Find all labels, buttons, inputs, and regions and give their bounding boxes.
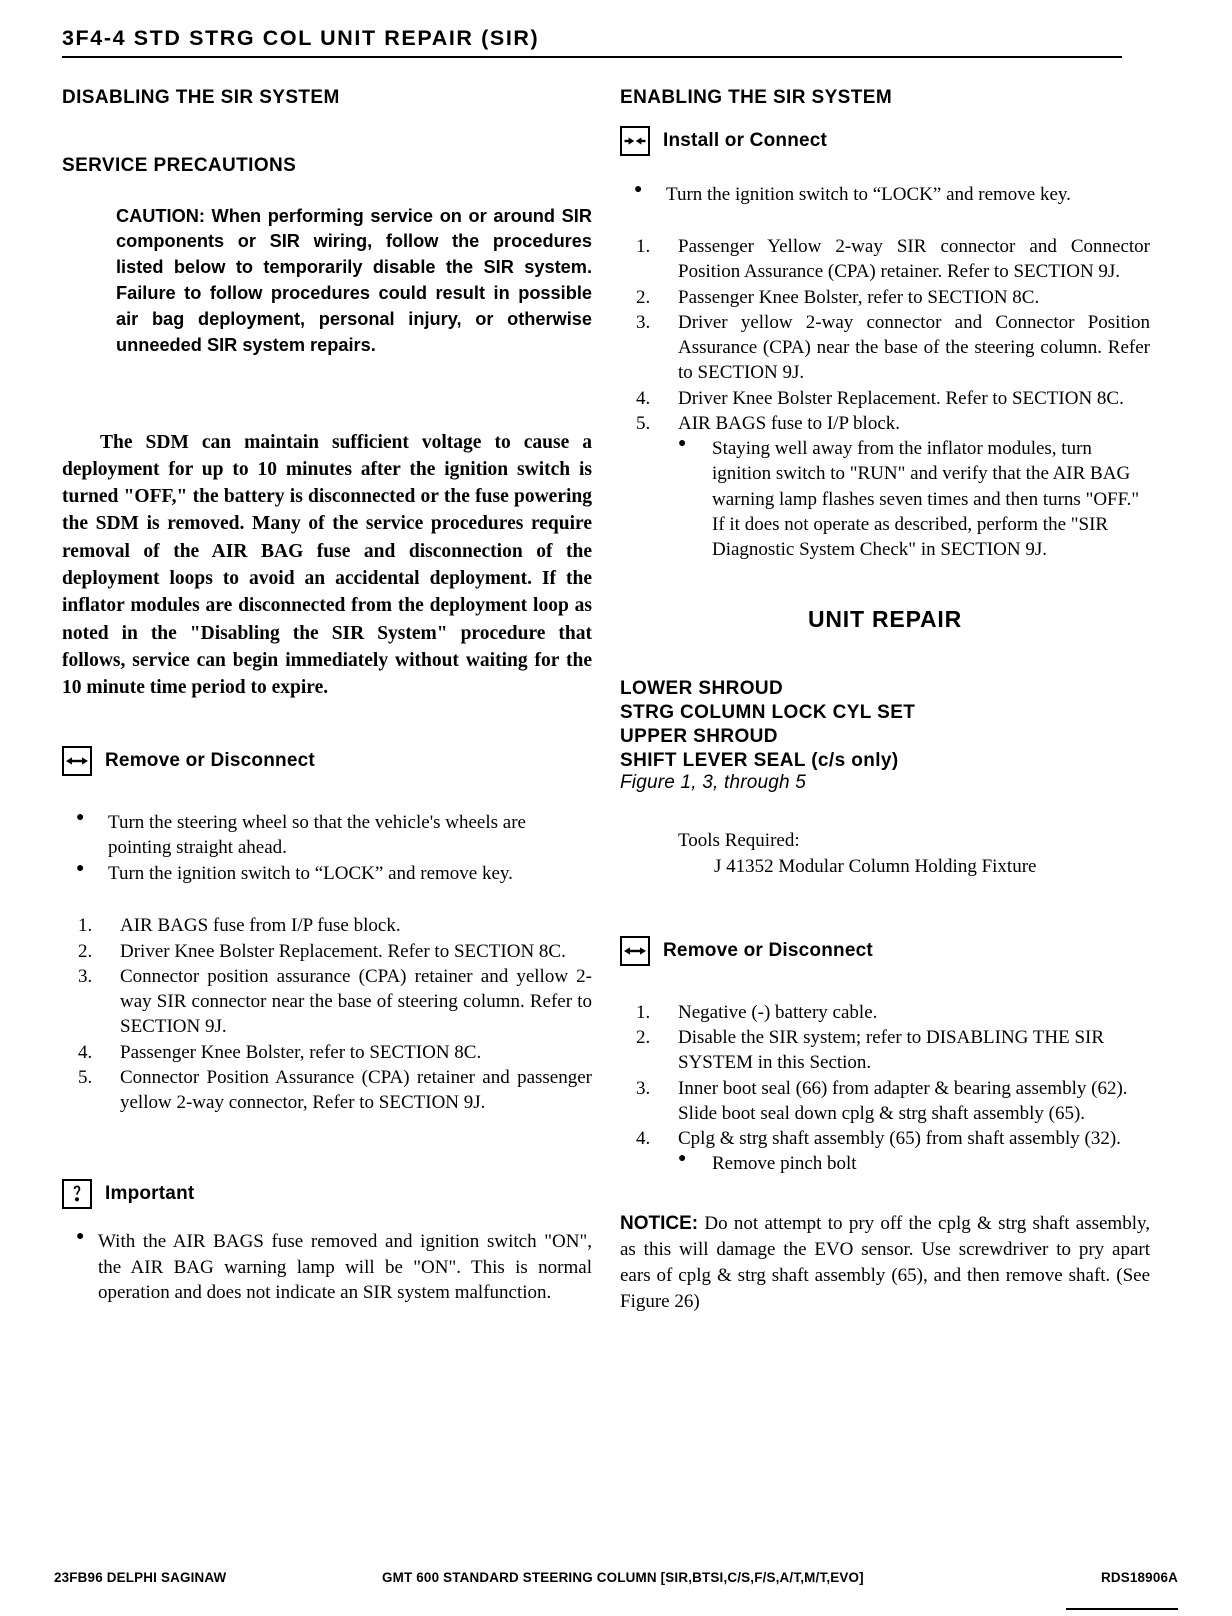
step-number: 2.: [78, 940, 93, 962]
tools-required-label: Tools Required:: [678, 830, 800, 852]
important-label: Important: [105, 1183, 195, 1205]
step-number: 5.: [78, 1066, 93, 1088]
list-item: [62, 1065, 592, 1116]
step-number: 1.: [636, 236, 651, 258]
remove-disconnect-icon: [620, 936, 650, 966]
step-number: 2.: [636, 286, 651, 308]
step-text: Passenger Yellow 2-way SIR connector and Connector Position Assurance (CPA) retainer. Refer to SECTION 9J.: [678, 236, 1150, 283]
install-or-connect-header: [620, 126, 1150, 156]
step-text: Driver Knee Bolster Replacement. Refer to SECTION 8C.: [678, 387, 1124, 409]
remove-or-disconnect-header-right: [620, 936, 1150, 966]
step-number: 1.: [78, 915, 93, 937]
step-text: AIR BAGS fuse to I/P block.: [678, 412, 901, 434]
list-item: [620, 285, 1150, 310]
notice-paragraph: [620, 1211, 1150, 1316]
step-number: 1.: [636, 1001, 651, 1023]
step-number: 4.: [636, 387, 651, 409]
step-text: AIR BAGS fuse from I/P fuse block.: [120, 915, 401, 937]
remove-disconnect-steps-left: [62, 913, 592, 1115]
list-item: [620, 1076, 1150, 1127]
step-text: Cplg & strg shaft assembly (65) from shaft assembly (32).: [678, 1128, 1121, 1150]
step-text: Connector Position Assurance (CPA) retainer and passenger yellow 2-way connector, Refer to SECTION 9J.: [120, 1066, 592, 1114]
step-text: Driver Knee Bolster Replacement. Refer to SECTION 8C.: [120, 940, 566, 962]
footer-document-title: GMT 600 STANDARD STEERING COLUMN [SIR,BTSI,C/S,F/S,A/T,M/T,EVO]: [382, 1570, 864, 1585]
list-item: [620, 411, 1150, 436]
important-bullets: [62, 1229, 592, 1305]
list-item: [620, 386, 1150, 411]
list-item: ● Staying well away from the inflator modules, turn ignition switch to "RUN" and verify that the AIR BAG warning lamp flashes seven times and then turns "OFF." If it does not operate as described, perform the "SIR Diagnostic System Check" in SECTION 9J.: [620, 436, 1150, 562]
remove-disconnect-label: Remove or Disconnect: [105, 749, 315, 771]
footer-publisher: 23FB96 DELPHI SAGINAW: [54, 1570, 227, 1585]
list-item: [62, 1040, 592, 1065]
footer-rule: [1066, 1608, 1178, 1610]
list-item: ● Turn the steering wheel so that the vehicle's wheels are pointing straight ahead.: [62, 810, 592, 861]
install-connect-label: Install or Connect: [663, 129, 828, 151]
list-item: [62, 964, 592, 1040]
step-text: Negative (-) battery cable.: [678, 1001, 878, 1023]
step-number: 5.: [636, 412, 651, 434]
heading-service-precautions: SERVICE PRECAUTIONS: [62, 154, 297, 176]
step-text: Connector position assurance (CPA) retainer and yellow 2-way SIR connector near the base of steering column. Refer to SECTION 9J.: [120, 965, 592, 1038]
important-icon: [62, 1179, 92, 1209]
install-connect-bullets: [620, 182, 1150, 207]
remove-disconnect-label: Remove or Disconnect: [663, 939, 873, 961]
list-item: ● With the AIR BAGS fuse removed and ignition switch "ON", the AIR BAG warning lamp will be "ON". This is normal operation and does not indicate an SIR system malfunction.: [62, 1229, 592, 1305]
caution-text: CAUTION: When performing service on or around SIR components or SIR wiring, follow the procedures listed below to temporarily disable the SIR system. Failure to follow procedures could result in possible air bag deployment, personal injury, or otherwise unneeded SIR system repairs.: [116, 205, 592, 355]
step-text: Passenger Knee Bolster, refer to SECTION 8C.: [120, 1041, 482, 1063]
step-text: Passenger Knee Bolster, refer to SECTION 8C.: [678, 286, 1040, 308]
page-header: [62, 26, 1122, 58]
step-text: Inner boot seal (66) from adapter & bearing assembly (62). Slide boot seal down cplg & strg shaft assembly (65).: [678, 1077, 1128, 1124]
remove-disconnect-steps-right: [620, 1000, 1150, 1177]
list-item: [62, 913, 592, 938]
page-footer: [0, 1570, 1232, 1590]
heading-enabling-sir-system: ENABLING THE SIR SYSTEM: [620, 87, 893, 108]
remove-or-disconnect-header-left: [62, 746, 592, 776]
step-number: 3.: [636, 311, 651, 333]
install-connect-icon: [620, 126, 650, 156]
header-rule: [62, 56, 1122, 58]
list-item: ● Turn the ignition switch to “LOCK” and remove key.: [62, 861, 592, 886]
left-column: [62, 86, 592, 1306]
footer-document-code: RDS18906A: [1101, 1570, 1178, 1585]
list-item: [62, 939, 592, 964]
subject-heading-upper-shroud: UPPER SHROUD: [620, 725, 778, 747]
subject-heading-shift-lever-seal: SHIFT LEVER SEAL (c/s only): [620, 749, 899, 771]
tools-required-item: J 41352 Modular Column Holding Fixture: [714, 856, 1037, 878]
figure-reference: Figure 1, 3, through 5: [620, 772, 807, 794]
important-header: [62, 1179, 592, 1209]
list-item: [620, 1025, 1150, 1076]
list-item: ● Remove pinch bolt: [620, 1151, 1150, 1176]
unit-repair-heading: UNIT REPAIR: [807, 606, 963, 633]
list-item: ● Turn the ignition switch to “LOCK” and remove key.: [620, 182, 1150, 207]
step-number: 3.: [636, 1077, 651, 1099]
step-number: 3.: [78, 965, 93, 987]
list-item: [620, 234, 1150, 285]
notice-label: NOTICE:: [620, 1212, 699, 1234]
step-number: 4.: [78, 1041, 93, 1063]
page-title: 3F4-4 STD STRG COL UNIT REPAIR (SIR): [62, 26, 540, 50]
step-number: 2.: [636, 1027, 651, 1049]
step-text: Driver yellow 2-way connector and Connector Position Assurance (CPA) near the base of the steering column. Refer to SECTION 9J.: [678, 311, 1150, 384]
tools-required: [678, 828, 1150, 879]
list-item: [620, 1126, 1150, 1151]
sdm-paragraph: The SDM can maintain sufficient voltage to cause a deployment for up to 10 minutes after the ignition switch is turned "OFF," the battery is disconnected or the fuse powering the SDM is removed. Many of the service procedures require removal of the AIR BAG fuse and disconnection of the deployment loops to avoid an accidental deployment. If the inflator modules are disconnected from the deployment loop as noted in the "Disabling the SIR System" procedure that follows, service can begin immediately without waiting for the 10 minute time period to expire.: [62, 431, 592, 699]
list-item: [620, 310, 1150, 386]
content-columns: [0, 86, 1232, 1526]
heading-disabling-sir-system: DISABLING THE SIR SYSTEM: [62, 87, 340, 108]
notice-text: Do not attempt to pry off the cplg & strg shaft assembly, as this will damage the EVO sensor. Use screwdriver to pry apart ears of cplg & strg shaft assembly (65), and then remove shaft. (See Figure 26): [620, 1212, 1150, 1313]
list-item: [620, 1000, 1150, 1025]
right-column: [620, 86, 1150, 1315]
step-text: Disable the SIR system; refer to DISABLING THE SIR SYSTEM in this Section.: [678, 1027, 1105, 1074]
install-connect-steps: [620, 234, 1150, 562]
subject-heading-strg-column-lock-cyl-set: STRG COLUMN LOCK CYL SET: [620, 702, 916, 724]
step-number: 4.: [636, 1128, 651, 1150]
subject-heading-lower-shroud: LOWER SHROUD: [620, 678, 784, 700]
remove-disconnect-bullets-left: [62, 810, 592, 887]
remove-disconnect-icon: [62, 746, 92, 776]
